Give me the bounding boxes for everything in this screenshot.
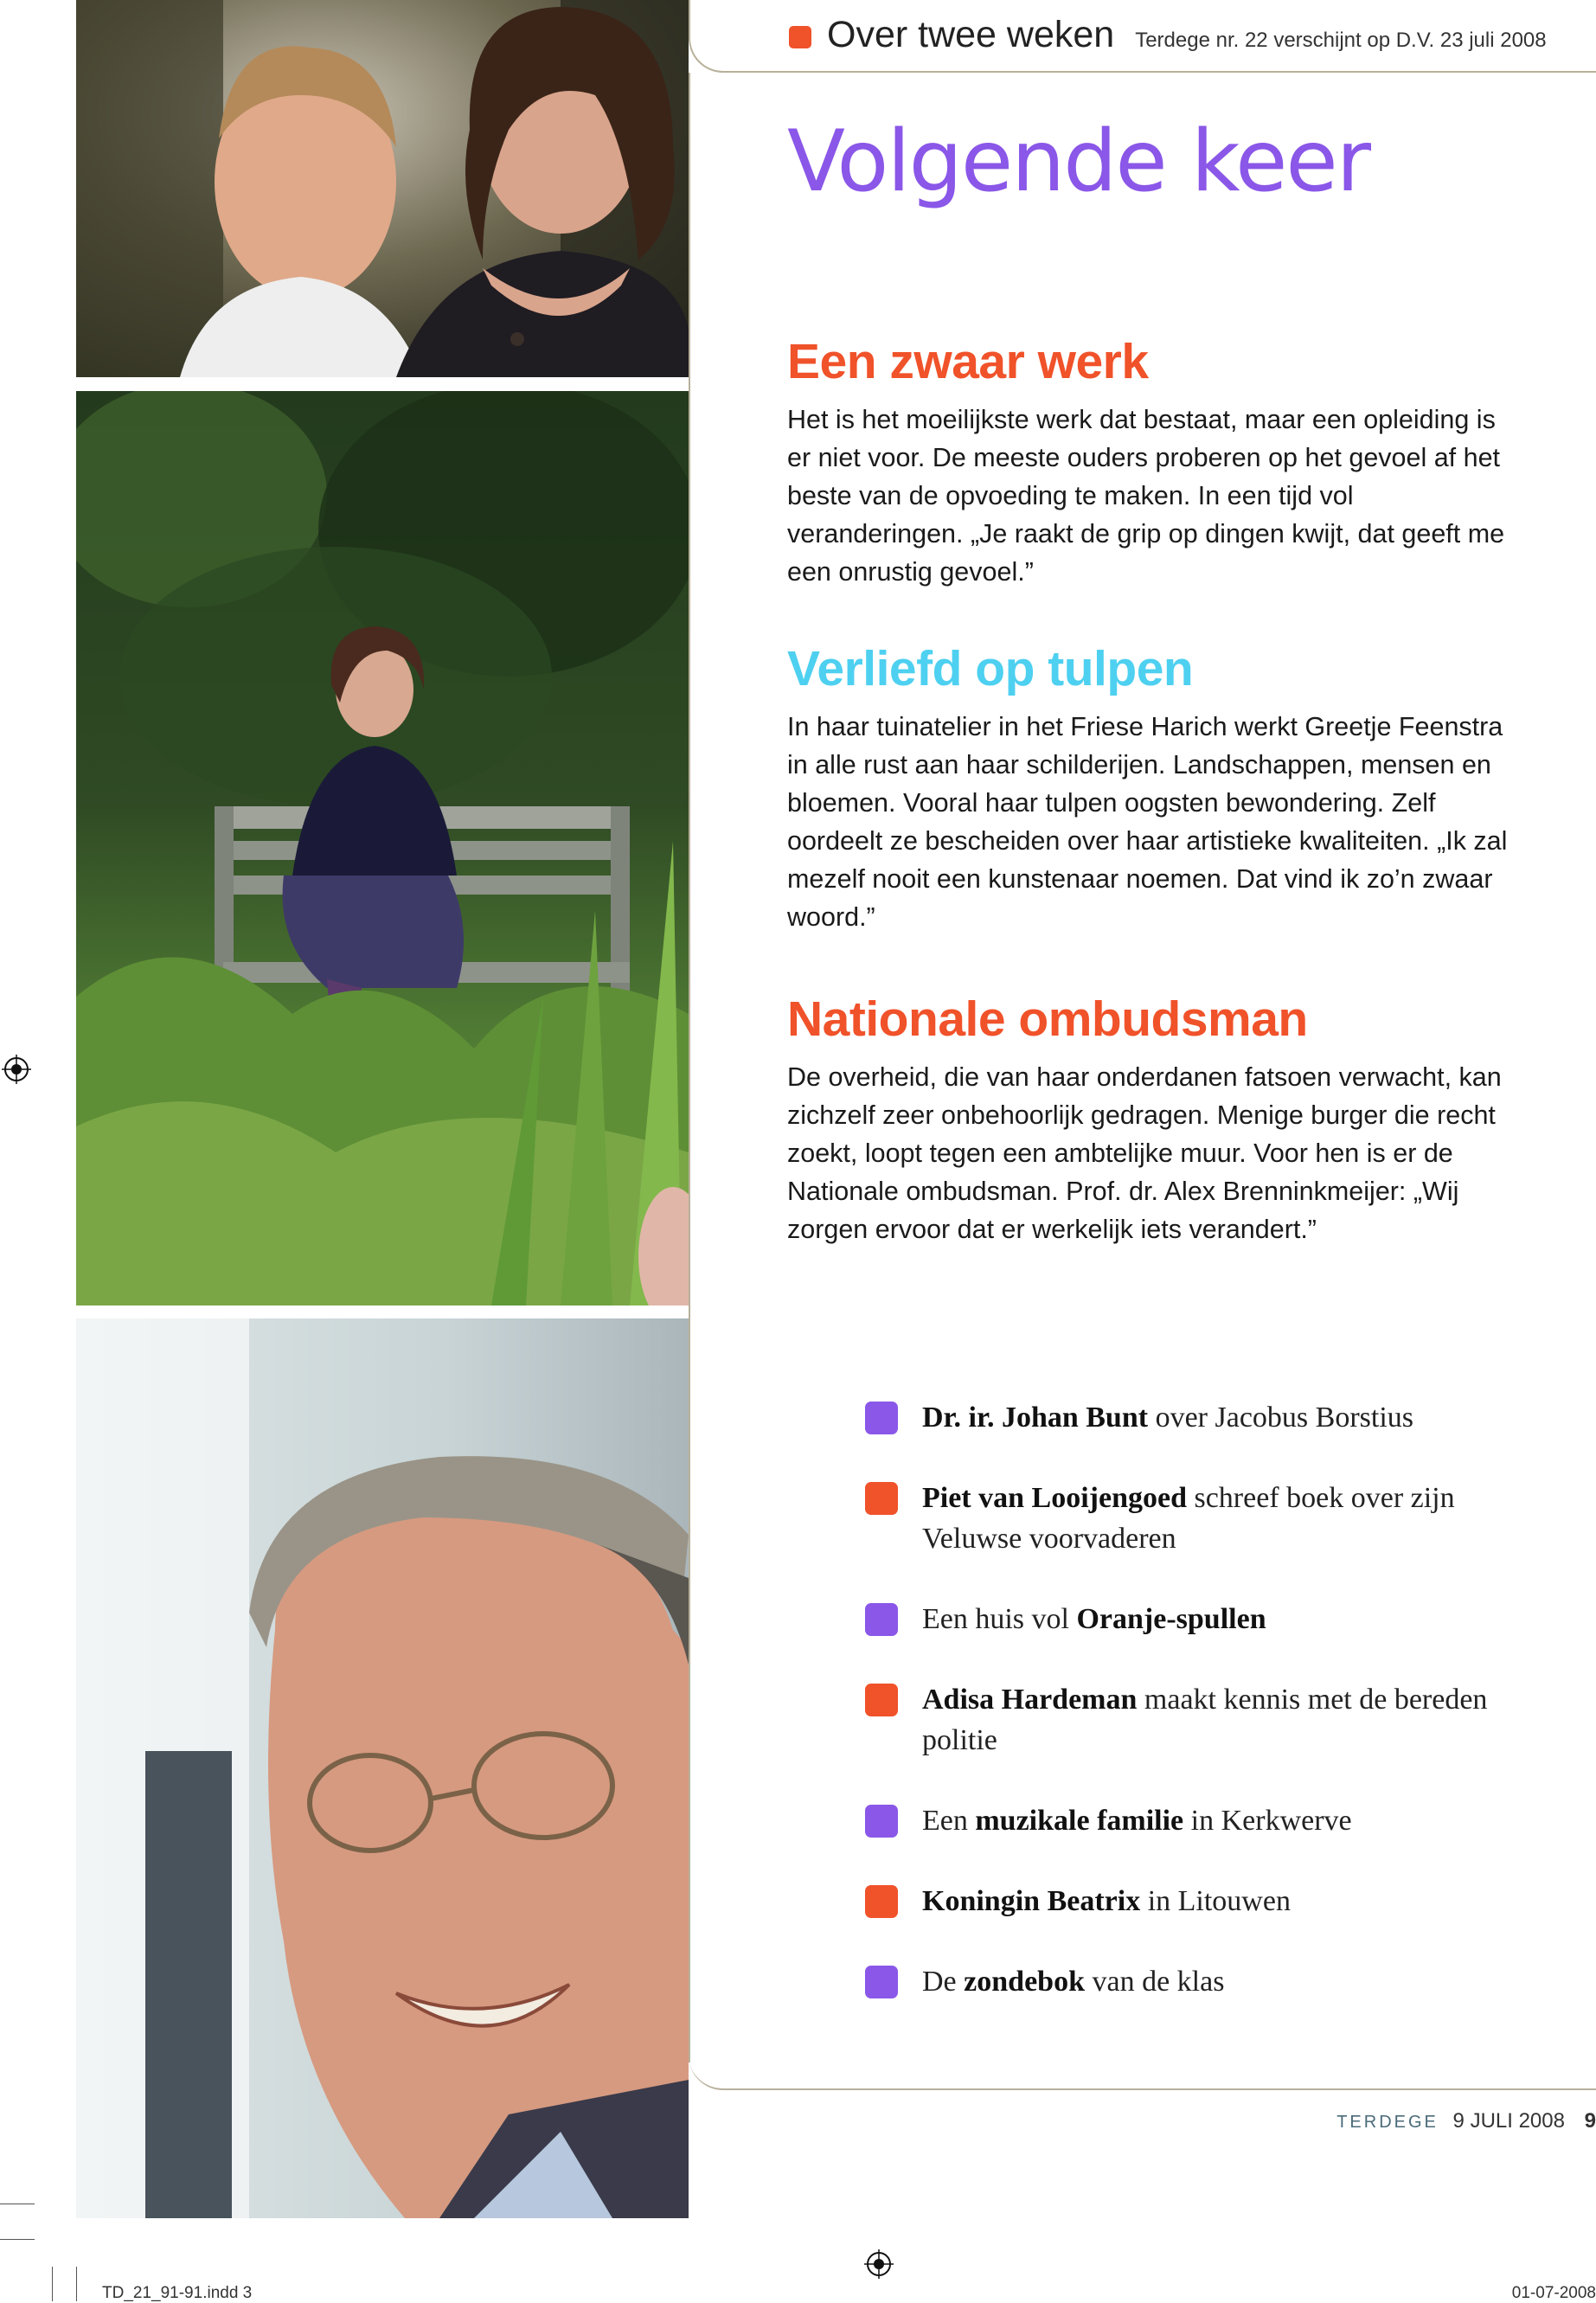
article-body: De overheid, die van haar onderdanen fatsoen verwacht, kan zichzelf zeer onbehoorlijk gedragen. Menige burger die recht zoekt, loopt tegen een ambtelijke muur. Voor hen is er de Nationale ombudsman. Prof. dr. Alex Brenninkmeijer: „Wij zorgen ervoor dat er werkelijk iets verandert.” — [787, 1062, 1502, 1244]
page-number: 9 — [1584, 2109, 1596, 2133]
photo-couple — [76, 0, 689, 377]
page-title: Volgende keer — [787, 112, 1370, 211]
article-heading: Verliefd op tulpen — [787, 641, 1194, 696]
crop-mark — [76, 2267, 77, 2301]
article-body: In haar tuinatelier in het Friese Harich werkt Greetje Feenstra in alle rust aan haar schilderijen. Landschappen, mensen en bloemen. Vooral haar tulpen oogsten bewondering. Zelf oordeelt ze bescheiden over haar artistieke kwaliteiten. „Ik zal mezelf nooit een kunstenaar noemen. Dat vind ik zo’n zwaar woord.” — [787, 712, 1508, 932]
section-marker-icon — [789, 26, 811, 48]
photo-ombudsman — [76, 1318, 689, 2218]
frame-rule-left — [689, 73, 690, 2062]
bullet-square-icon — [865, 1603, 898, 1636]
bullet-square-icon — [865, 1805, 898, 1838]
issue-note: Terdege nr. 22 verschijnt op D.V. 23 juli 2008 — [1135, 29, 1547, 52]
teaser-item: Koningin Beatrix in Litouwen — [865, 1881, 1540, 1921]
bullet-square-icon — [865, 1402, 898, 1434]
crop-mark — [52, 2267, 53, 2301]
article-heading: Een zwaar werk — [787, 334, 1149, 389]
teaser-item: Een huis vol Oranje-spullen — [865, 1599, 1540, 1639]
issue-date: 9 JULI 2008 — [1452, 2109, 1565, 2133]
crop-mark — [0, 2239, 35, 2240]
magazine-name: TERDEGE — [1336, 2113, 1439, 2132]
section-header — [789, 14, 1547, 56]
registration-mark-icon — [864, 2249, 894, 2279]
teaser-item: Piet van Looijengoed schreef boek over zijn Veluwse voorvaderen — [865, 1478, 1540, 1559]
slug-date: 01-07-2008 — [1511, 2284, 1596, 2302]
article-heading: Nationale ombudsman — [787, 991, 1308, 1047]
registration-mark-icon — [2, 1055, 31, 1084]
article-body: Het is het moeilijkste werk dat bestaat, maar een opleiding is er niet voor. De meeste ouders proberen op het gevoel af het beste van de opvoeding te maken. In een tijd vol veranderingen. „Je raakt de grip op dingen kwijt, dat geeft me een onrustig gevoel.” — [787, 405, 1505, 587]
bullet-square-icon — [865, 1966, 898, 1998]
bullet-square-icon — [865, 1482, 898, 1515]
teaser-item: Adisa Hardeman maakt kennis met de bereden politie — [865, 1679, 1540, 1761]
bullet-square-icon — [865, 1885, 898, 1918]
teaser-item: De zondebok van de klas — [865, 1961, 1540, 2002]
teaser-item: Een muzikale familie in Kerkwerve — [865, 1800, 1540, 1841]
teaser-item: Dr. ir. Johan Bunt over Jacobus Borstius — [865, 1397, 1540, 1438]
teaser-list — [865, 1397, 1540, 2042]
article-preview — [787, 640, 1514, 936]
bullet-square-icon — [865, 1684, 898, 1716]
article-preview — [787, 333, 1514, 591]
page-footer — [1336, 2109, 1596, 2133]
section-label: Over twee weken — [827, 14, 1115, 55]
photo-garden-painter — [76, 391, 689, 1305]
article-preview — [787, 991, 1514, 1248]
slug-filename: TD_21_91-91.indd 3 — [102, 2284, 253, 2302]
